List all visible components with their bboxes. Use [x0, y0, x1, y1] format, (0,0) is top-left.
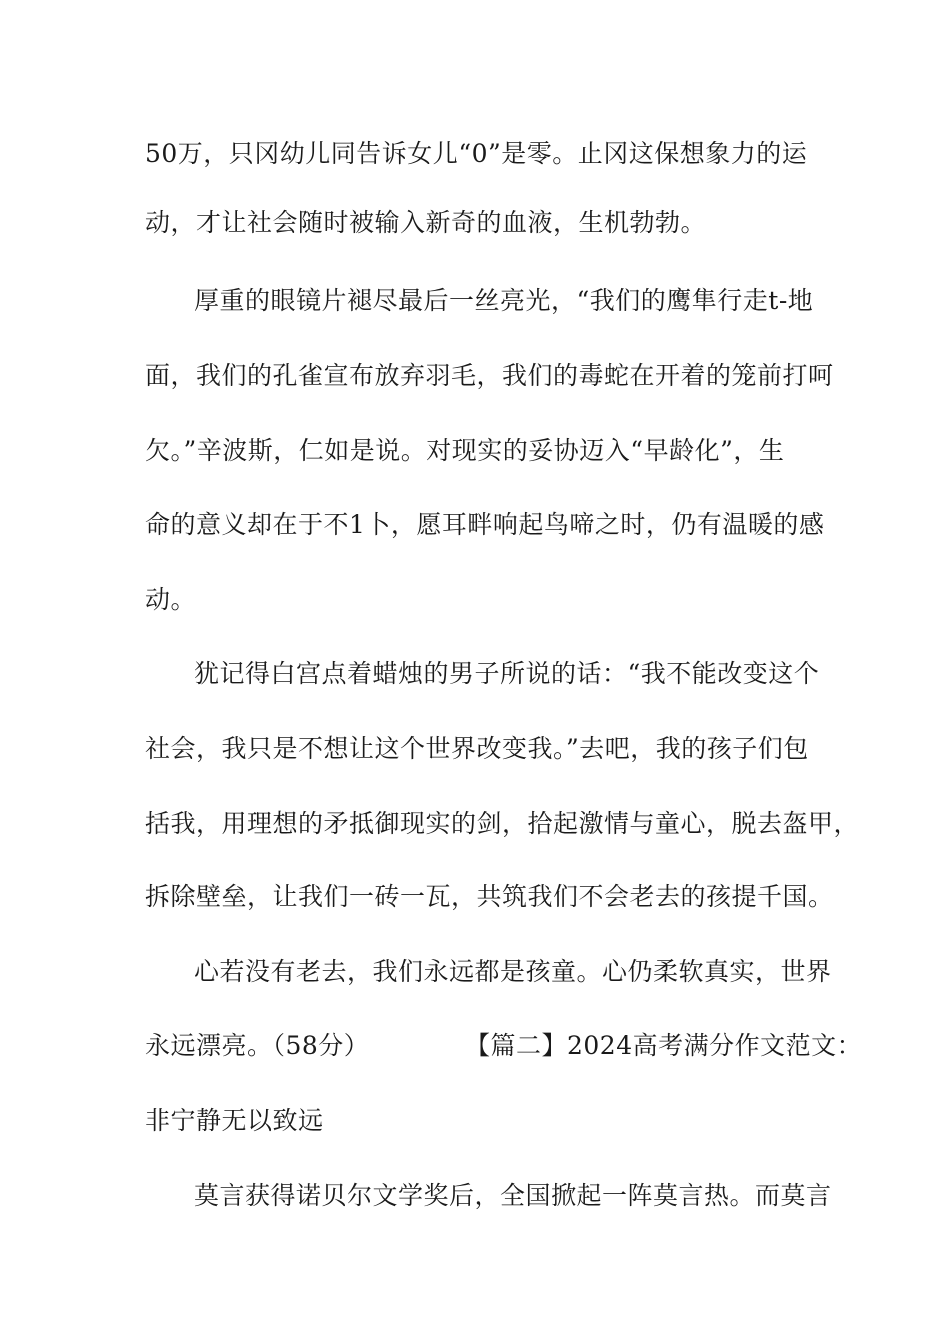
text-line: 犹记得白宫点着蜡烛的男子所说的话：“我不能改变这个	[194, 659, 820, 688]
text-line: 面，我们的孔雀宣布放弃羽毛，我们的毒蛇在开着的笼前打呵	[145, 361, 834, 390]
text-line: 厚重的眼镜片褪尽最后一丝亮光，“我们的鹰隼行走t-地	[194, 286, 814, 315]
text-line: 命的意义却在于不1卜，愿耳畔响起鸟啼之时，仍有温暖的感	[145, 510, 825, 539]
text-line: 拆除壁垒，让我们一砖一瓦，共筑我们不会老去的孩提千国。	[145, 882, 834, 911]
text-line: 永远漂亮。（58分）	[145, 1031, 370, 1060]
text-line: 动。	[145, 585, 197, 614]
text-line: 莫言获得诺贝尔文学奖后，全国掀起一阵莫言热。而莫言	[194, 1181, 832, 1210]
text-line: 动，才让社会随时被输入新奇的血液，生机勃勃。	[145, 208, 707, 237]
section-heading: 【篇二】2024高考满分作文范文：	[465, 1031, 863, 1060]
text-line: 心若没有老去，我们永远都是孩童。心仍柔软真实，世界	[194, 957, 832, 986]
text-line: 社会，我只是不想让这个世界改变我。”去吧，我的孩子们包	[145, 734, 809, 763]
text-line: 括我，用理想的矛抵御现实的剑，拾起激情与童心，脱去盔甲，	[145, 809, 860, 838]
section-title-continued: 非宁静无以致远	[145, 1106, 324, 1135]
text-line: 50万，只冈幼儿同告诉女儿“0”是零。止冈这保想象力的运	[145, 139, 808, 168]
text-line: 欠。”辛波斯，仁如是说。对现实的妥协迈入“早龄化”，生	[145, 436, 785, 465]
